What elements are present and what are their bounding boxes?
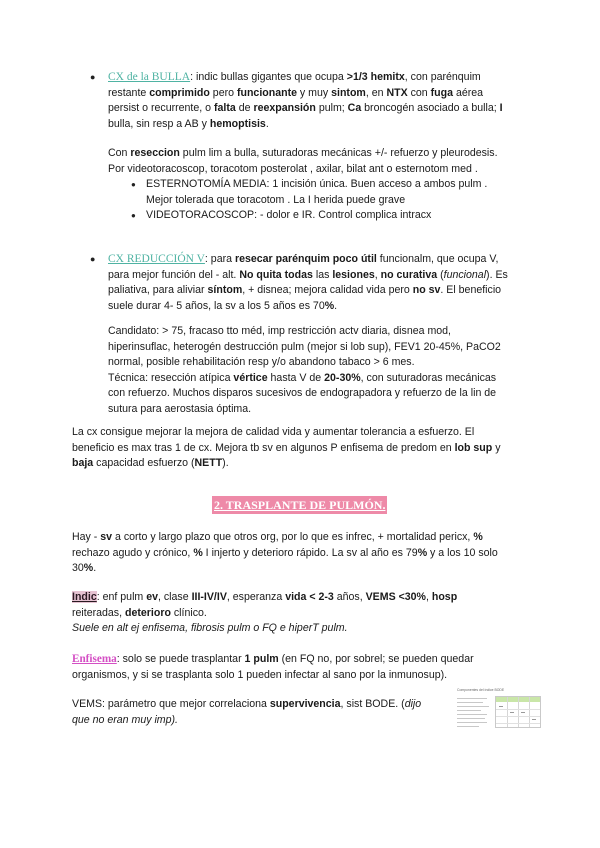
indicaciones-paragraph: Indic: enf pulm ev, clase III-IV/IV, esperanza vida < 2-3 años, VEMS <30%, hosp reiteradas, deterioro clínico. Suele en alt ej enfisema, fibrosis pulm o FQ e hiperT pulm. (72, 591, 458, 635)
bulla-paragraph: CX de la BULLA: indic bullas gigantes que ocupa >1/3 hemitx, con parénquim restante comprimido pero funcionante y muy sintom, en NTX con fuga aérea persist o recurrente, o falta de reexpansión pulm; Ca broncogén asociado a bulla; I bulla, sin resp a AB y hemoptisis. (108, 71, 503, 130)
bode-table-thumbnail (455, 688, 541, 748)
bode-table-caption: Componentes del índice BODE (457, 688, 505, 692)
sub-item-esternotomia: ESTERNOTOMÍA MEDIA: 1 incisión única. Buen acceso a ambos pulm . Mejor tolerada que toracotom . La I herida puede grave (146, 178, 488, 206)
enfisema-paragraph: Enfisema: solo se puede trasplantar 1 pulm (en FQ no, por sobrel; se pueden quedar organismos, y si se trasplanta solo 1 pueden infectar al sano por la inmunosup). (72, 653, 474, 681)
bulla-title: CX de la BULLA (108, 71, 191, 83)
bullet-dot: ● (90, 254, 96, 264)
section-heading-trasplante: 2. TRASPLANTE DE PULMÓN. (214, 498, 386, 512)
summary-paragraph: La cx consigue mejorar la mejora de calidad vida y aumentar tolerancia a esfuerzo. El beneficio es max tras 1 de cx. Mejora tb sv en algunos P enfisema de predom en lob sup y baja capacidad esfuerzo (NETT). (72, 426, 501, 470)
bullet-dot: ● (90, 72, 96, 82)
sub-item-videotoracoscop: VIDEOTORACOSCOP: - dolor e IR. Control complica intracx (146, 209, 432, 221)
trasplante-intro-paragraph: Hay - sv a corto y largo plazo que otros org, por lo que es infrec, + mortalidad pericx, % rechazo agudo y crónico, % I injerto y deterioro rápido. La sv al año es 79% y a los 10 solo 30%. (72, 531, 498, 575)
candidato-paragraph: Candidato: > 75, fracaso tto méd, imp restricción actv diaria, disnea mod, hiperinsuflac, heterogén destrucción pulm (mejor si lob sup), FEV1 20-45%, PaCO2 normal, posible rehabilitación resp y/o abandono tabaco > 6 mes. Técnica: resección atípica vértice hasta V de 20-30%, con suturadoras mecánicas con refuerzo. Muchos disparos sucesivos de endograpadora y refuerzo de la lin de sutura para aerostasia óptima. (108, 325, 501, 415)
sub-bullet-dot: ● (131, 211, 136, 220)
bulla-reseccion-paragraph: Con reseccion pulm lim a bulla, suturadoras mecánicas +/- refuerzo y pleurodesis. Por videotoracoscop, toracotom posterolat , axilar, bilat ant o esternotom med . (108, 147, 498, 175)
sub-bullet-dot: ● (131, 180, 136, 189)
reduccion-paragraph: CX REDUCCIÓN V: para resecar parénquim poco útil funcionalm, que ocupa V, para mejor función del - alt. No quita todas las lesiones, no curativa (funcional). Es paliativa, para aliviar síntom, + disnea; mejora calidad vida pero no sv. El beneficio suele durar 4- 5 años, la sv a los 5 años es 70%. (108, 253, 508, 312)
thumbnail-table-grid (495, 696, 541, 728)
indic-label: Indic (72, 591, 97, 603)
vems-paragraph: VEMS: parámetro que mejor correlaciona supervivencia, sist BODE. (dijo que no eran muy imp). (72, 698, 422, 726)
reduccion-title: CX REDUCCIÓN V (108, 253, 205, 265)
enfisema-label: Enfisema (72, 653, 117, 665)
